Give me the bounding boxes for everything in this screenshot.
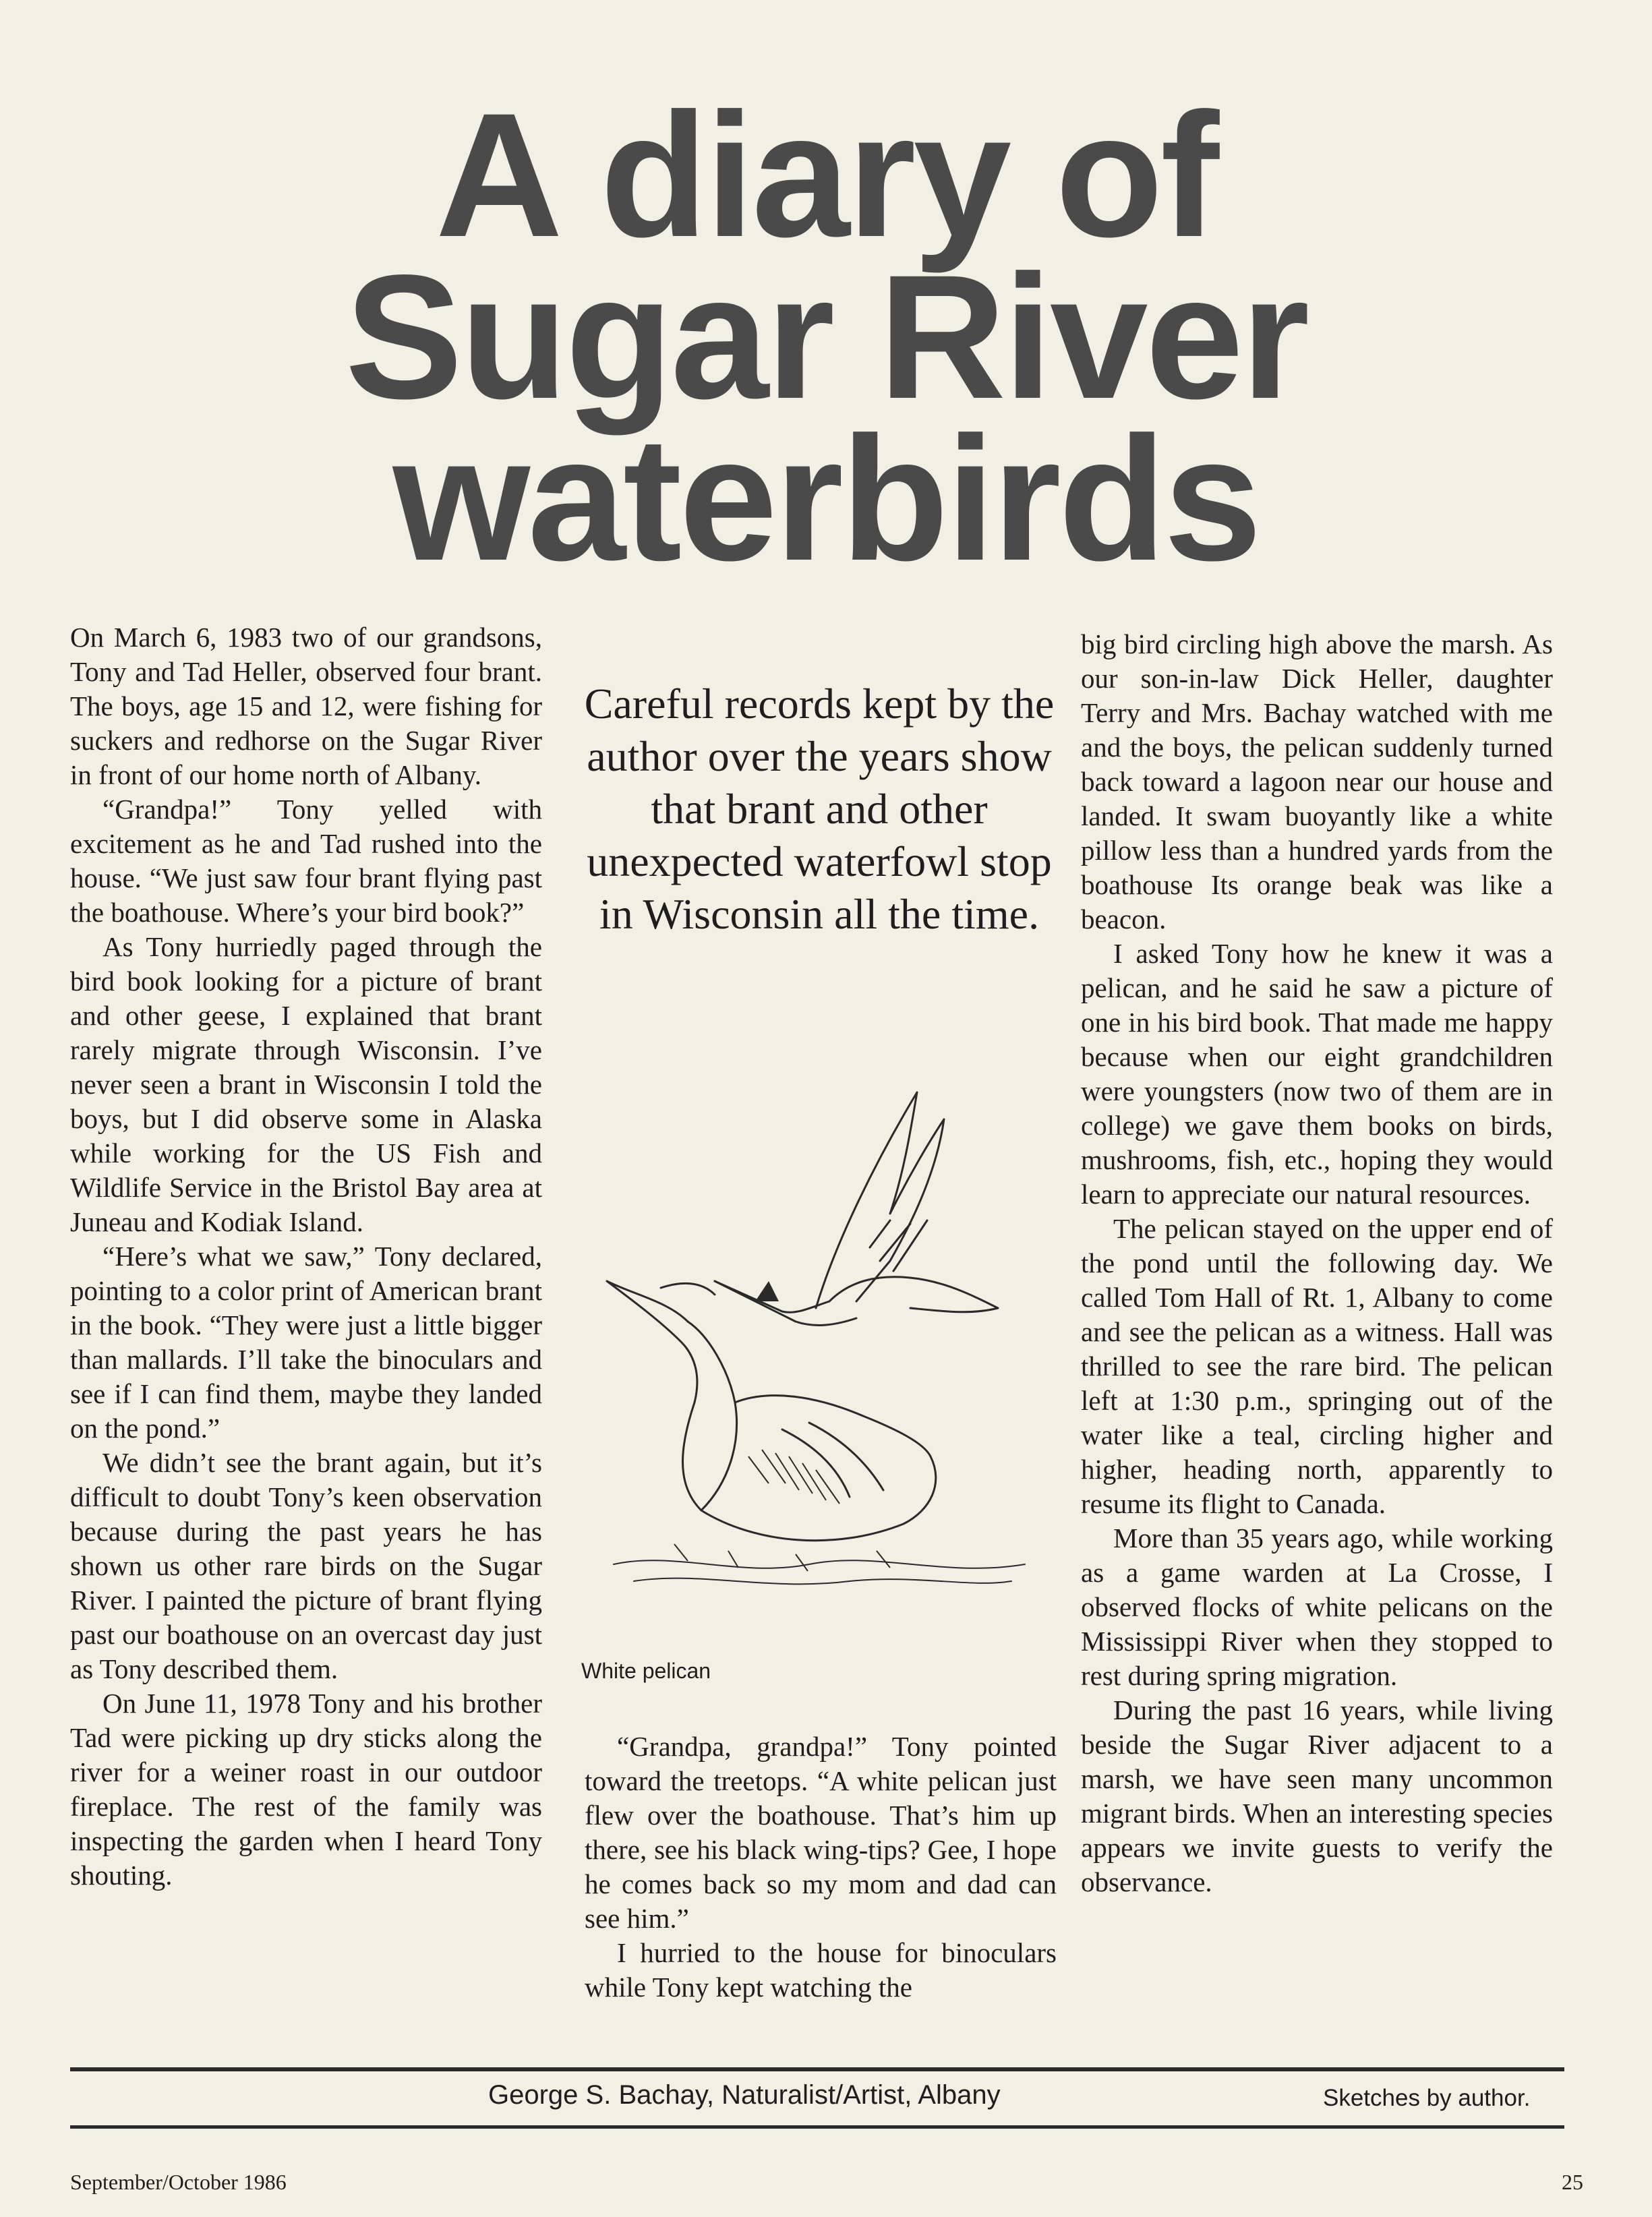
paragraph: More than 35 years ago, while working as a game warden at La Crosse, I observed flocks of white pelicans on the Mississippi River when they stopped to rest during spring migration. <box>1081 1523 1553 1691</box>
paragraph: “Grandpa, grandpa!” Tony pointed toward the treetops. “A white pelican just flew over the boathouse. That’s him up there, see his black wing-tips? Gee, I hope he comes back so my mom and dad can see him.” <box>585 1731 1057 1934</box>
figure-caption: White pelican <box>581 1659 711 1683</box>
paragraph: I asked Tony how he knew it was a pelican, and he said he saw a picture of one in his bird book. That made me happy because when our eight grandchildren were youngsters (now two of them are in college) we gave them books on birds, mushrooms, fish, etc., hoping they would learn to appreciate our natural resources. <box>1081 938 1553 1210</box>
paragraph: On March 6, 1983 two of our grandsons, Tony and Tad Heller, observed four brant. The boys, age 15 and 12, were fishing for suckers and redhorse on the Sugar River in front of our home north of Albany. <box>70 622 542 790</box>
paragraph: We didn’t see the brant again, but it’s difficult to doubt Tony’s keen observation because during the past years he has shown us other rare birds on the Sugar River. I painted the picture of brant flying past our boathouse on an overcast day just as Tony described them. <box>70 1447 542 1684</box>
title-line-3: waterbirds <box>392 400 1260 597</box>
paragraph: As Tony hurriedly paged through the bird book looking for a picture of brant and other geese, I explained that brant rarely migrate through Wisconsin. I’ve never seen a brant in Wisconsin I told the boys, but I did observe some in Alaska while working for the US Fish and Wildlife Service in the Bristol Bay area at Juneau and Kodiak Island. <box>70 931 542 1237</box>
footer-rule-bottom <box>70 2125 1564 2129</box>
title-line-2: Sugar River <box>345 238 1307 436</box>
paragraph: On June 11, 1978 Tony and his brother Tad were picking up dry sticks along the river for a weiner roast in our outdoor fireplace. The rest of the family was inspecting the garden when I heard Tony shouting. <box>70 1688 542 1891</box>
paragraph: “Here’s what we saw,” Tony declared, pointing to a color print of American brant in the book. “They were just a little bigger than mallards. I’ll take the binoculars and see if I can find them, maybe they landed on the pond.” <box>70 1241 542 1444</box>
left-column <box>70 620 542 1893</box>
issue-date: September/October 1986 <box>70 2170 287 2194</box>
paragraph: During the past 16 years, while living beside the Sugar River adjacent to a marsh, we have seen many uncommon migrant birds. When an interesting species appears we invite guests to verify the observance. <box>1081 1694 1553 1897</box>
paragraph: “Grandpa!” Tony yelled with excitement as he and Tad rushed into the house. “We just saw four brant flying past the boathouse. Where’s your bird book?” <box>70 794 542 928</box>
title-line-1: A diary of <box>435 76 1217 274</box>
author-byline: George S. Bachay, Naturalist/Artist, Albany <box>488 2080 1001 2110</box>
paragraph: big bird circling high above the marsh. As our son-in-law Dick Heller, daughter Terry and Mrs. Bachay watched with me and the boys, the pelican suddenly turned back toward a lagoon near our house and landed. It swam buoyantly like a white pillow less than a hundred yards from the boathouse Its orange beak was like a beacon. <box>1081 628 1553 935</box>
article-title <box>0 76 1652 597</box>
footer-rule-top <box>70 2067 1564 2071</box>
middle-column <box>585 1730 1057 2005</box>
right-column <box>1081 627 1553 1899</box>
paragraph: I hurried to the house for binoculars while Tony kept watching the <box>585 1937 1057 2003</box>
paragraph: The pelican stayed on the upper end of the pond until the following day. We called Tom Hall of Rt. 1, Albany to come and see the pelican as a witness. Hall was thrilled to see the rare bird. The pelican left at 1:30 p.m., springing out of the water like a teal, circling higher and higher, heading north, apparently to resume its flight to Canada. <box>1081 1213 1553 1519</box>
article-deck: Careful records kept by the author over the years show that brant and other unexpected waterfowl stop in Wisconsin all the time. <box>584 680 1055 938</box>
white-pelican-sketch <box>593 1079 1065 1632</box>
sketch-credit: Sketches by author. <box>1323 2085 1531 2111</box>
page-number: 25 <box>1562 2170 1583 2194</box>
